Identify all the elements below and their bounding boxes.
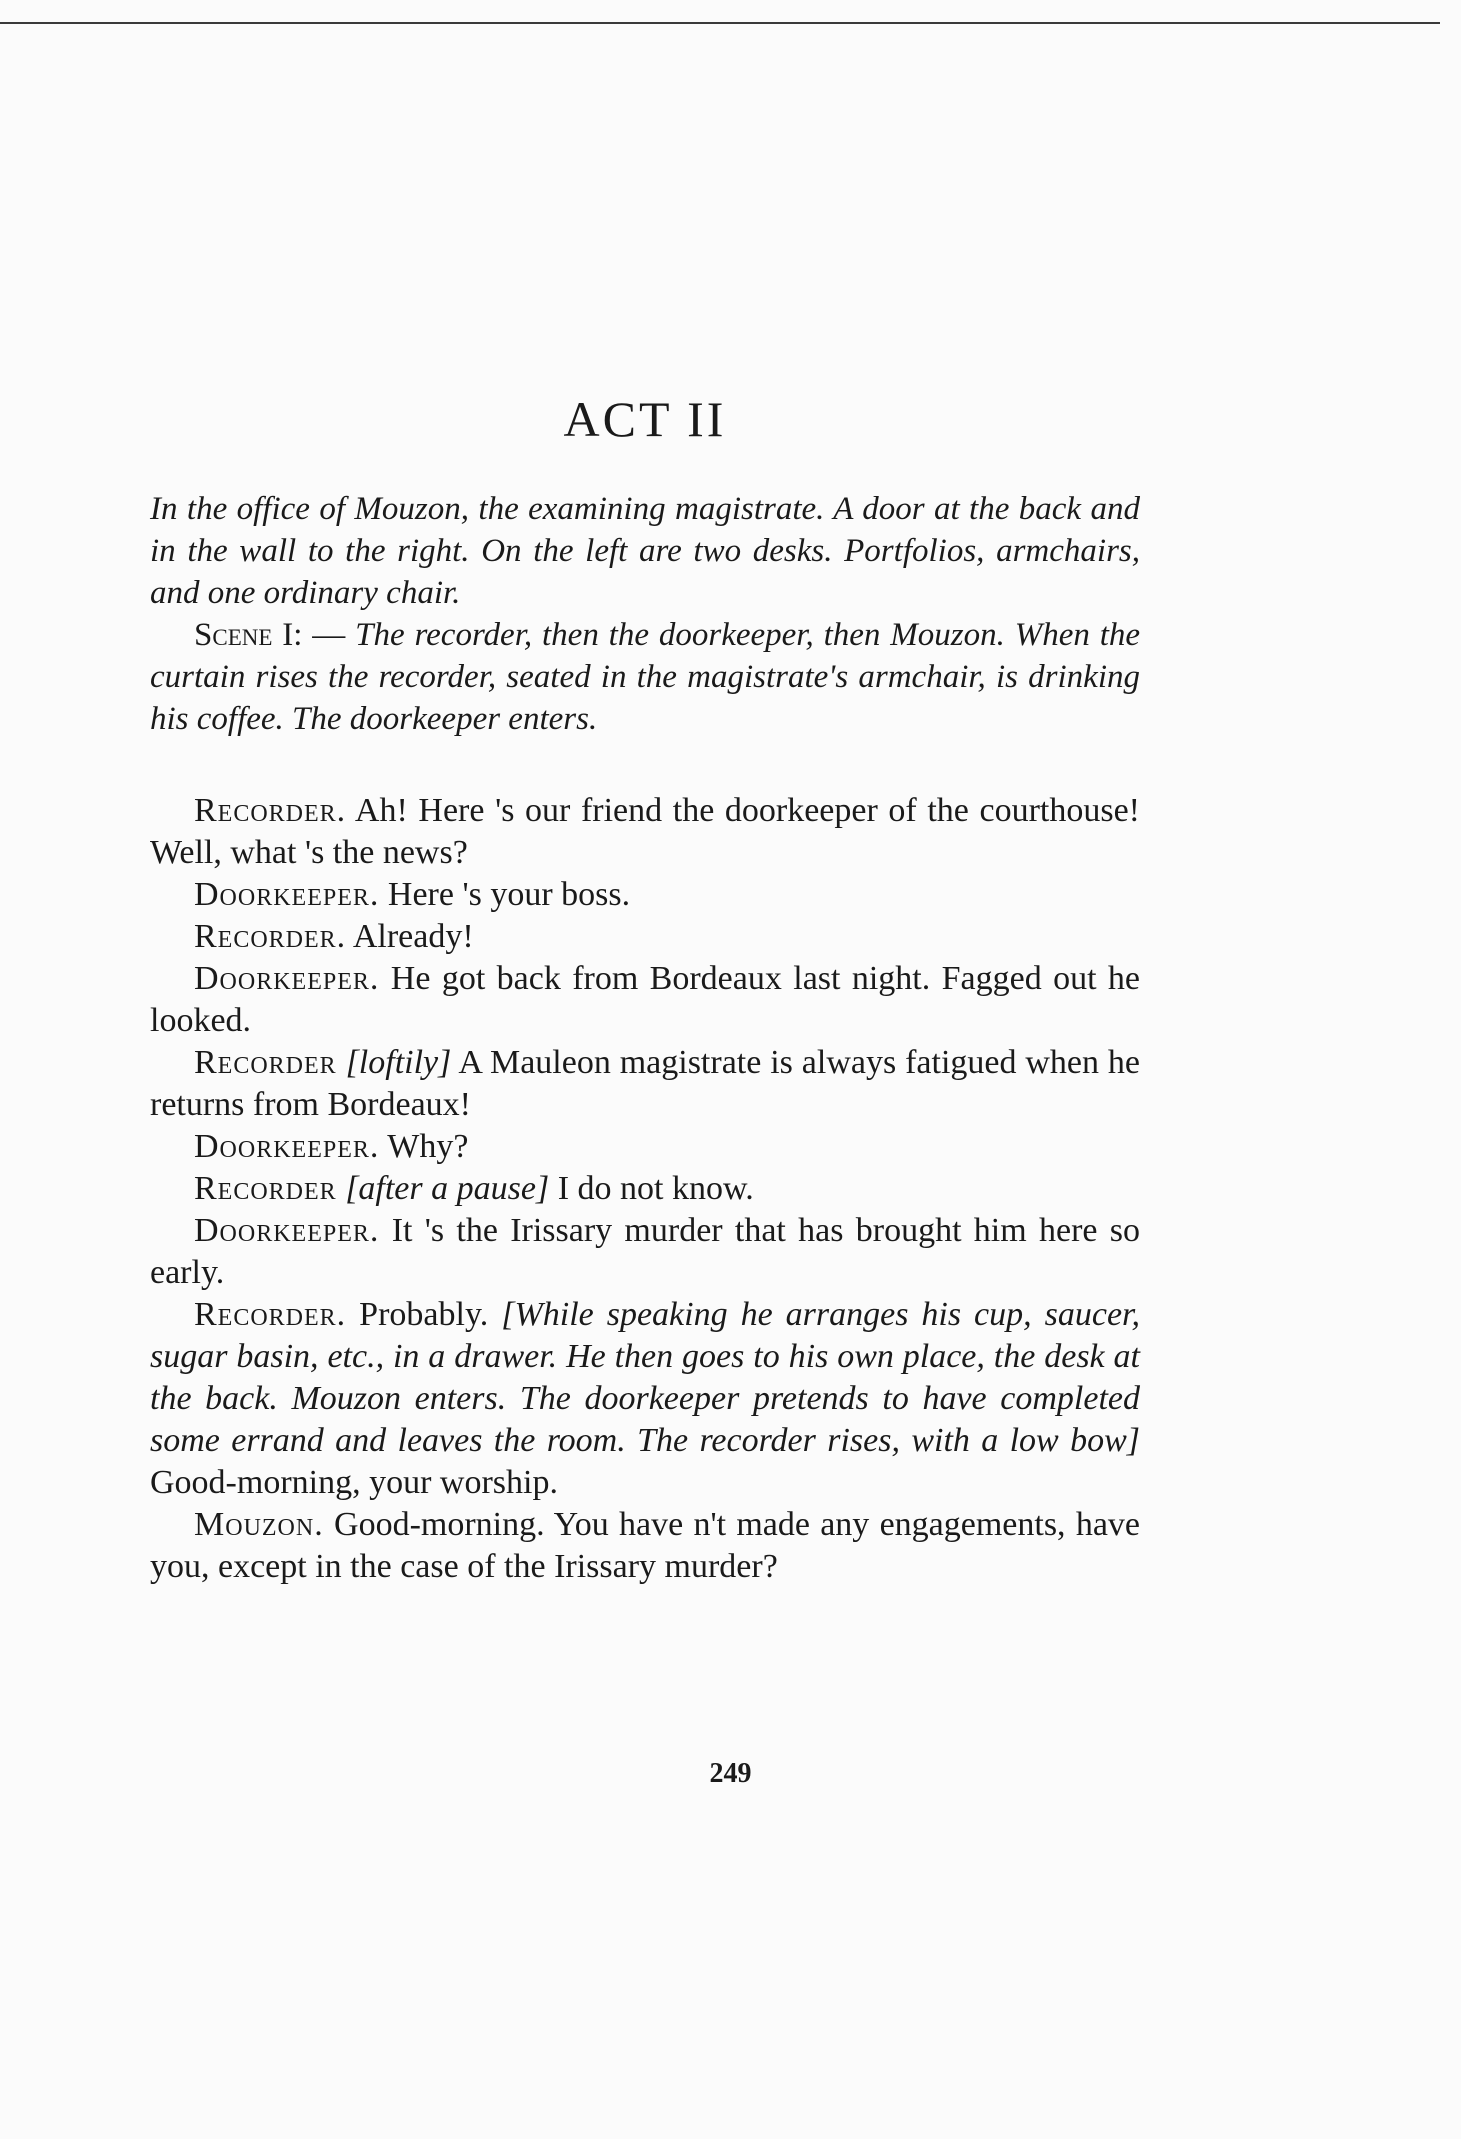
speech: Good-morning, your worship. bbox=[150, 1464, 558, 1501]
dialogue-line bbox=[150, 916, 1140, 958]
stage-direction: [While speaking he arranges his cup, saucer, sugar basin, etc., in a drawer. He then goes to his own place, the desk at the back. Mouzon enters. The doorkeeper pretends to have completed some errand and leaves the room. The recorder rises, with a low bow] bbox=[150, 1296, 1141, 1459]
speech: Here 's your boss. bbox=[387, 876, 631, 913]
speaker: Recorder bbox=[194, 1170, 337, 1207]
dialogue-line bbox=[150, 1042, 1140, 1126]
stage-direction: [after a pause] bbox=[345, 1170, 550, 1207]
speech: I do not know. bbox=[557, 1170, 754, 1207]
dialogue-line bbox=[150, 1210, 1140, 1294]
setting-description: In the office of Mouzon, the examining magistrate. A door at the back and in the wall to the right. On the left are two desks. Portfolios, armchairs, and one ordinary chair. bbox=[150, 491, 1140, 611]
speaker: Recorder. bbox=[194, 1296, 347, 1333]
stage-direction: [loftily] bbox=[345, 1044, 452, 1081]
speaker: Doorkeeper. bbox=[194, 876, 380, 913]
dialogue-line bbox=[150, 1294, 1140, 1504]
scene-description: The recorder, then the doorkeeper, then Mouzon. When the curtain rises the recorder, seated in the magistrate's armchair, is drinking his coffee. The doorkeeper enters. bbox=[150, 617, 1141, 737]
dialogue-line bbox=[150, 1168, 1140, 1210]
page-number: 249 bbox=[709, 1758, 752, 1789]
speech: Why? bbox=[387, 1128, 469, 1165]
speech: Already! bbox=[352, 918, 474, 955]
speech: He got back from Bordeaux last night. Fagged out he looked. bbox=[150, 960, 1141, 1039]
speech: Ah! Here 's our friend the doorkeeper of the courthouse! Well, what 's the news? bbox=[150, 792, 1140, 871]
speech: Good-morning. You have n't made any engagements, have you, except in the case of the Irissary murder? bbox=[150, 1506, 1141, 1585]
speech: It 's the Irissary murder that has brought him here so early. bbox=[150, 1212, 1140, 1291]
dialogue-line bbox=[150, 874, 1140, 916]
dialogue-line bbox=[150, 790, 1140, 874]
speech: A Mauleon magistrate is always fatigued when he returns from Bordeaux! bbox=[150, 1044, 1140, 1123]
speaker: Recorder. bbox=[194, 792, 347, 829]
speaker: Doorkeeper. bbox=[194, 960, 380, 997]
speaker: Mouzon. bbox=[194, 1506, 324, 1543]
dialogue-line bbox=[150, 1126, 1140, 1168]
dialogue-line bbox=[150, 1504, 1140, 1588]
scene-label: Scene I: — bbox=[194, 617, 346, 653]
speaker: Recorder bbox=[194, 1044, 337, 1081]
scene-heading bbox=[150, 614, 1140, 740]
speech: Probably. bbox=[359, 1296, 489, 1333]
act-title: ACT II bbox=[563, 391, 727, 447]
dialogue-line bbox=[150, 958, 1140, 1042]
top-rule bbox=[0, 22, 1440, 24]
dialogue bbox=[150, 790, 1140, 1588]
speaker: Doorkeeper. bbox=[194, 1212, 380, 1249]
speaker: Recorder. bbox=[194, 918, 347, 955]
page-text bbox=[150, 390, 1140, 1588]
speaker: Doorkeeper. bbox=[194, 1128, 380, 1165]
